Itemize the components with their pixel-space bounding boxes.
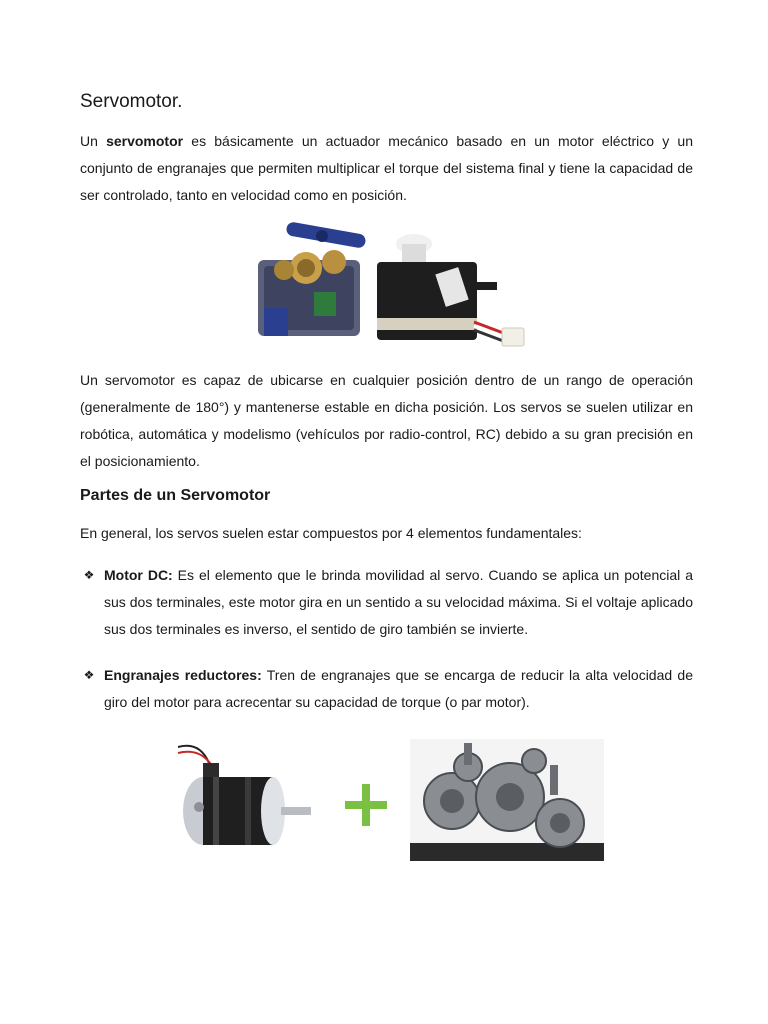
body-paragraph-2: Un servomotor es capaz de ubicarse en cualquier posición dentro de un rango de operación (generalmente de 180°) y mantenerse estable en dicha posición. Los servos se suelen utilizar en robótica, automática y modelismo (vehículos por radio-control, RC) debido a su gran precisión en el posicionamiento. [80, 372, 693, 469]
bullet-label: Engranajes reductores: [104, 667, 262, 683]
page-title: Servomotor. [80, 91, 183, 112]
diamond-bullet-icon: ❖ [83, 568, 95, 582]
bullet-text: Es el elemento que le brinda movilidad al servo. Cuando se aplica un potencial a sus dos terminales, este motor gira en un sentido a su velocidad máxima. Si el voltaje aplicado sus dos terminales es inverso, el sentido de giro también se invierte. [104, 567, 693, 637]
plus-icon [343, 782, 389, 828]
list-item-motor-dc [83, 562, 693, 643]
servomotors-photo [244, 222, 531, 356]
bullet-label: Motor DC: [104, 567, 173, 583]
section-intro: En general, los servos suelen estar compuestos por 4 elementos fundamentales: [80, 525, 582, 541]
dc-motor-photo [173, 739, 318, 861]
intro-rest: es básicamente un actuador mecánico basado en un motor eléctrico y un conjunto de engranajes que permiten multiplicar el torque del sistema final y tiene la capacidad de ser controlado, tanto en velocidad como en posición. [80, 133, 693, 203]
list-item-engranajes [83, 662, 693, 716]
gear-train-photo [410, 739, 604, 861]
bullet-text: Tren de engranajes que se encarga de reducir la alta velocidad de giro del motor para acrecentar su capacidad de torque (o par motor). [104, 667, 693, 710]
diamond-bullet-icon: ❖ [83, 668, 95, 682]
section-heading: Partes de un Servomotor [80, 487, 271, 504]
intro-paragraph [80, 128, 693, 209]
intro-bold-term: servomotor [106, 133, 184, 149]
intro-prefix: Un [80, 133, 107, 149]
